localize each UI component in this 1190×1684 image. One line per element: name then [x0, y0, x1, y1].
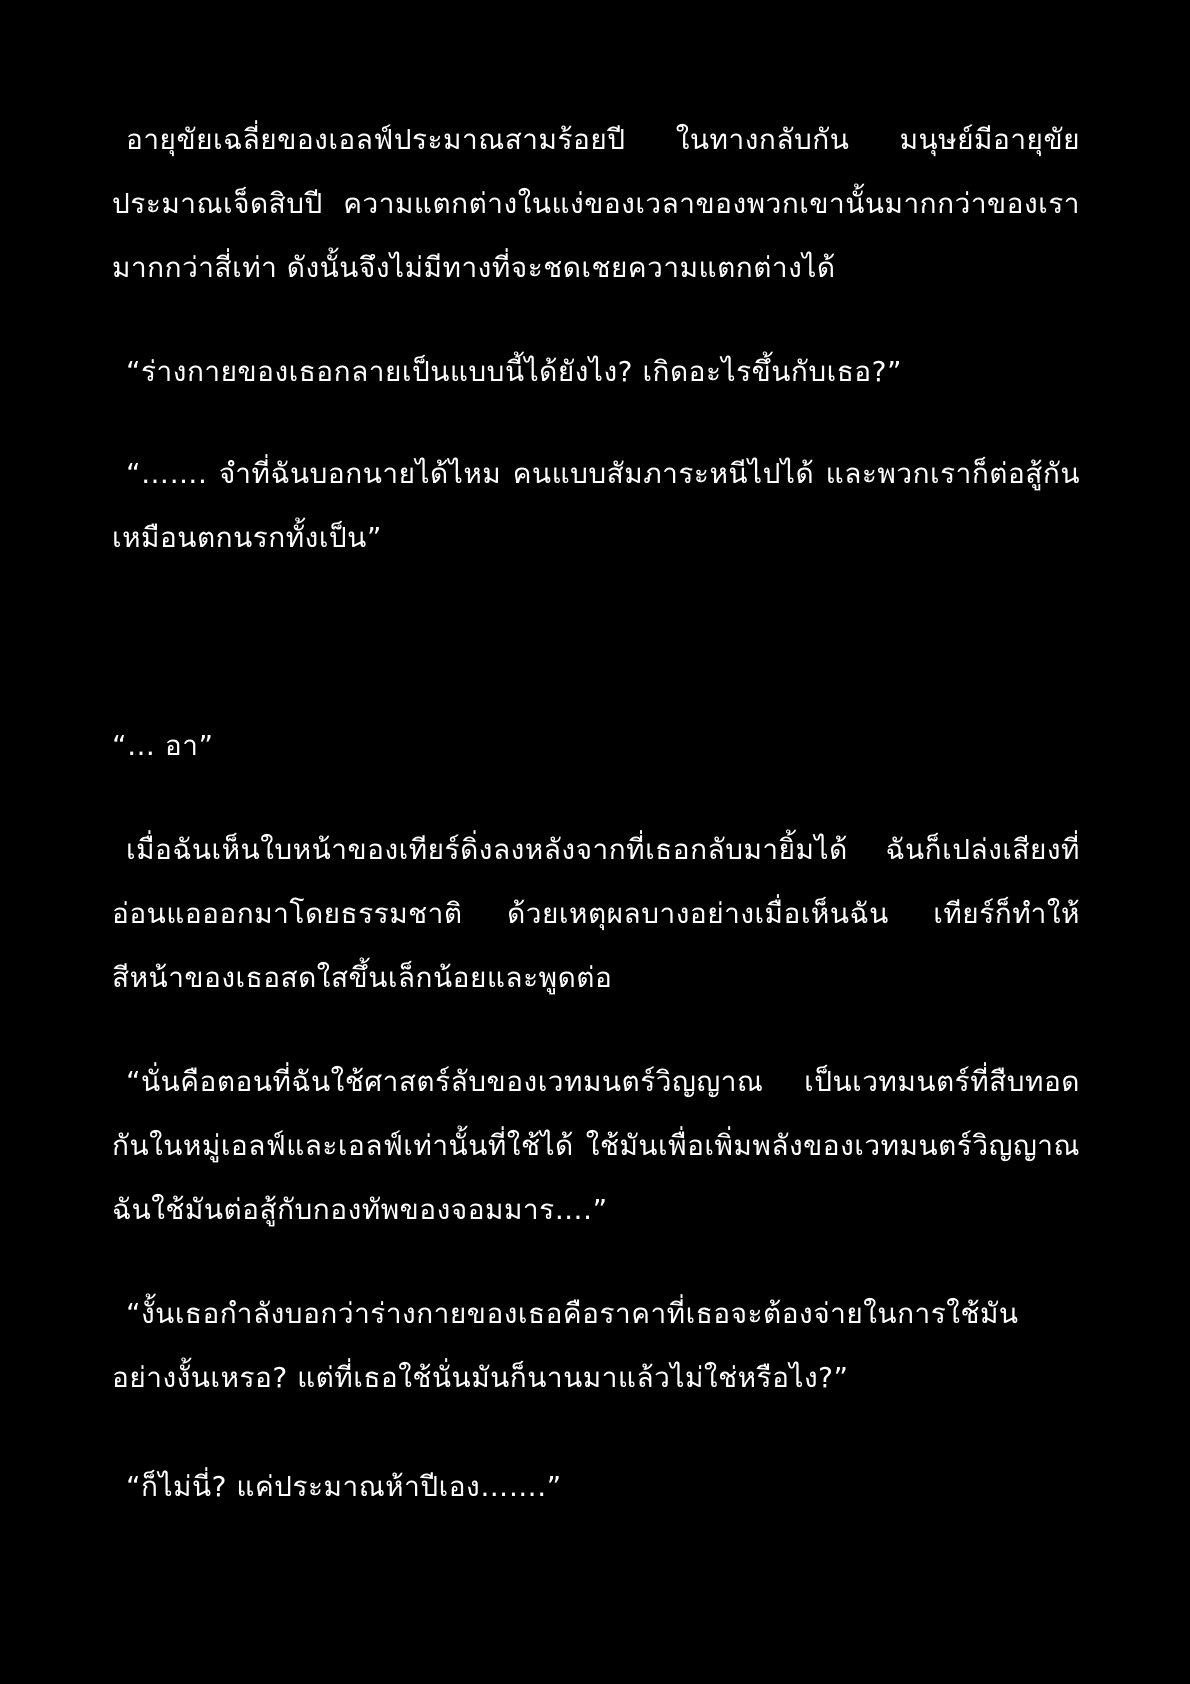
dialogue-question-body: “ร่างกายของเธอกลายเป็นแบบนี้ได้ยังไง? เกิดอะไรขึ้นกับเธอ?”	[126, 355, 902, 388]
dialogue-ah: “… อา”	[112, 729, 214, 762]
dialogue-tier-explains: “……. จำที่ฉันบอกนายได้ไหม คนแบบสัมภาระหนีไปได้ และพวกเราก็ต่อสู้กันเหมือนตกนรกทั้งเป็น”	[112, 457, 1080, 554]
dialogue-price-question: “งั้นเธอกำลังบอกว่าร่างกายของเธอคือราคาที่เธอจะต้องจ่ายในการใช้มันอย่างงั้นเหรอ? แต่ที่เธอใช้นั่นมันก็นานมาแล้วไม่ใช่หรือไง?”	[112, 1297, 1019, 1394]
dialogue-five-years: “ก็ไม่นี่? แค่ประมาณห้าปีเอง…….”	[126, 1470, 562, 1503]
narration-paragraph-elf-lifespan: อายุขัยเฉลี่ยของเอลฟ์ประมาณสามร้อยปี ในทางกลับกัน มนุษย์มีอายุขัยประมาณเจ็ดสิบปี ความแตกต่างในแง่ของเวลาของพวกเขานั้นมากกว่าของเรามากกว่าสี่เท่า ดังนั้นจึงไม่มีทางที่จะชดเชยความแตกต่างได้	[112, 123, 1080, 284]
narration-paragraph-tier-smile: เมื่อฉันเห็นใบหน้าของเทียร์ดิ่งลงหลังจากที่เธอกลับมายิ้มได้ ฉันก็เปล่งเสียงที่อ่อนแอออกมาโดยธรรมชาติ ด้วยเหตุผลบางอย่างเมื่อเห็นฉัน เทียร์ก็ทำให้สีหน้าของเธอสดใสขึ้นเล็กน้อยและพูดต่อ	[112, 833, 1080, 994]
dialogue-spirit-magic: “นั่นคือตอนที่ฉันใช้ศาสตร์ลับของเวทมนตร์วิญญาณ เป็นเวทมนตร์ที่สืบทอดกันในหมู่เอลฟ์และเอลฟ์เท่านั้นที่ใช้ได้ ใช้มันเพื่อเพิ่มพลังของเวทมนตร์วิญญาณ ฉันใช้มันต่อสู้กับกองทัพของจอมมาร….”	[112, 1065, 1080, 1226]
